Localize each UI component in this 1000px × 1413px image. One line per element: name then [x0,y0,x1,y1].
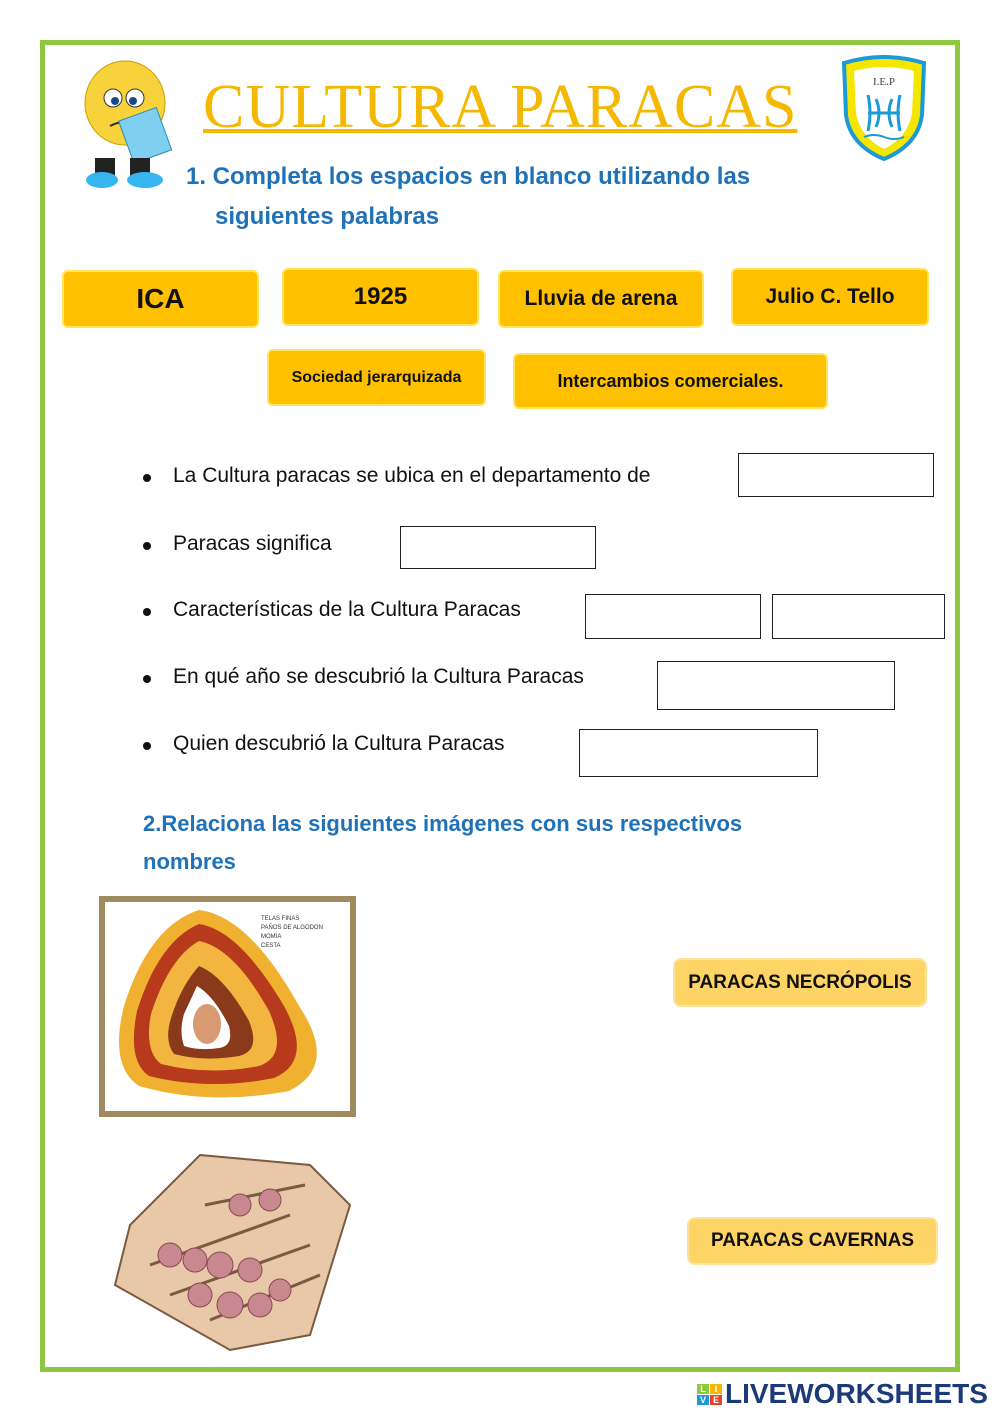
svg-text:CESTA: CESTA [261,943,281,949]
option-paracas-necropolis[interactable]: PARACAS NECRÓPOLIS [673,958,927,1007]
word-1925[interactable]: 1925 [282,268,479,326]
answer-caracteristica-1-input[interactable] [585,594,761,639]
answer-caracteristica-2-input[interactable] [772,594,945,639]
question-2-line2: nombres [143,849,236,874]
bullet-caracteristicas: Características de la Cultura Paracas [143,598,521,622]
question-2-line1: 2.Relaciona las siguientes imágenes con sus respectivos [143,811,743,836]
answer-departamento-input[interactable] [738,453,934,497]
word-intercambios-comerciales[interactable]: Intercambios comerciales. [513,353,828,409]
thinking-emoji-icon [80,58,180,193]
svg-text:I.E.P: I.E.P [873,76,895,88]
word-ica[interactable]: ICA [62,270,259,328]
cavernas-image [110,1145,355,1355]
school-logo [838,55,930,163]
option-paracas-cavernas[interactable]: PARACAS CAVERNAS [687,1217,938,1265]
bullet-significado: Paracas significa [143,532,332,556]
question-1-line2: siguientes palabras [215,203,440,230]
answer-anio-input[interactable] [657,661,895,710]
word-julio-c-tello[interactable]: Julio C. Tello [731,268,929,326]
question-1-line1: 1. Completa los espacios en blanco utilizando las [186,163,751,190]
svg-text:PAÑOS DE ALGODON: PAÑOS DE ALGODON [261,925,323,931]
page-title: CULTURA PARACAS [203,73,798,141]
svg-text:TELAS FINAS: TELAS FINAS [261,916,300,922]
liveworksheets-logo: L I V E LIVEWORKSHEETS [697,1378,988,1410]
word-sociedad-jerarquizada[interactable]: Sociedad jerarquizada [267,349,486,406]
bullet-departamento: La Cultura paracas se ubica en el departamento de [143,464,650,488]
answer-significado-input[interactable] [400,526,596,569]
live-badge-icon: L I V E [697,1384,722,1405]
bullet-descubridor: Quien descubrió la Cultura Paracas [143,732,505,756]
necropolis-image [99,896,356,1117]
bullet-anio: En qué año se descubrió la Cultura Paracas [143,665,584,689]
svg-text:MOMIA: MOMIA [261,934,282,940]
answer-descubridor-input[interactable] [579,729,818,777]
word-lluvia-de-arena[interactable]: Lluvia de arena [498,270,704,328]
